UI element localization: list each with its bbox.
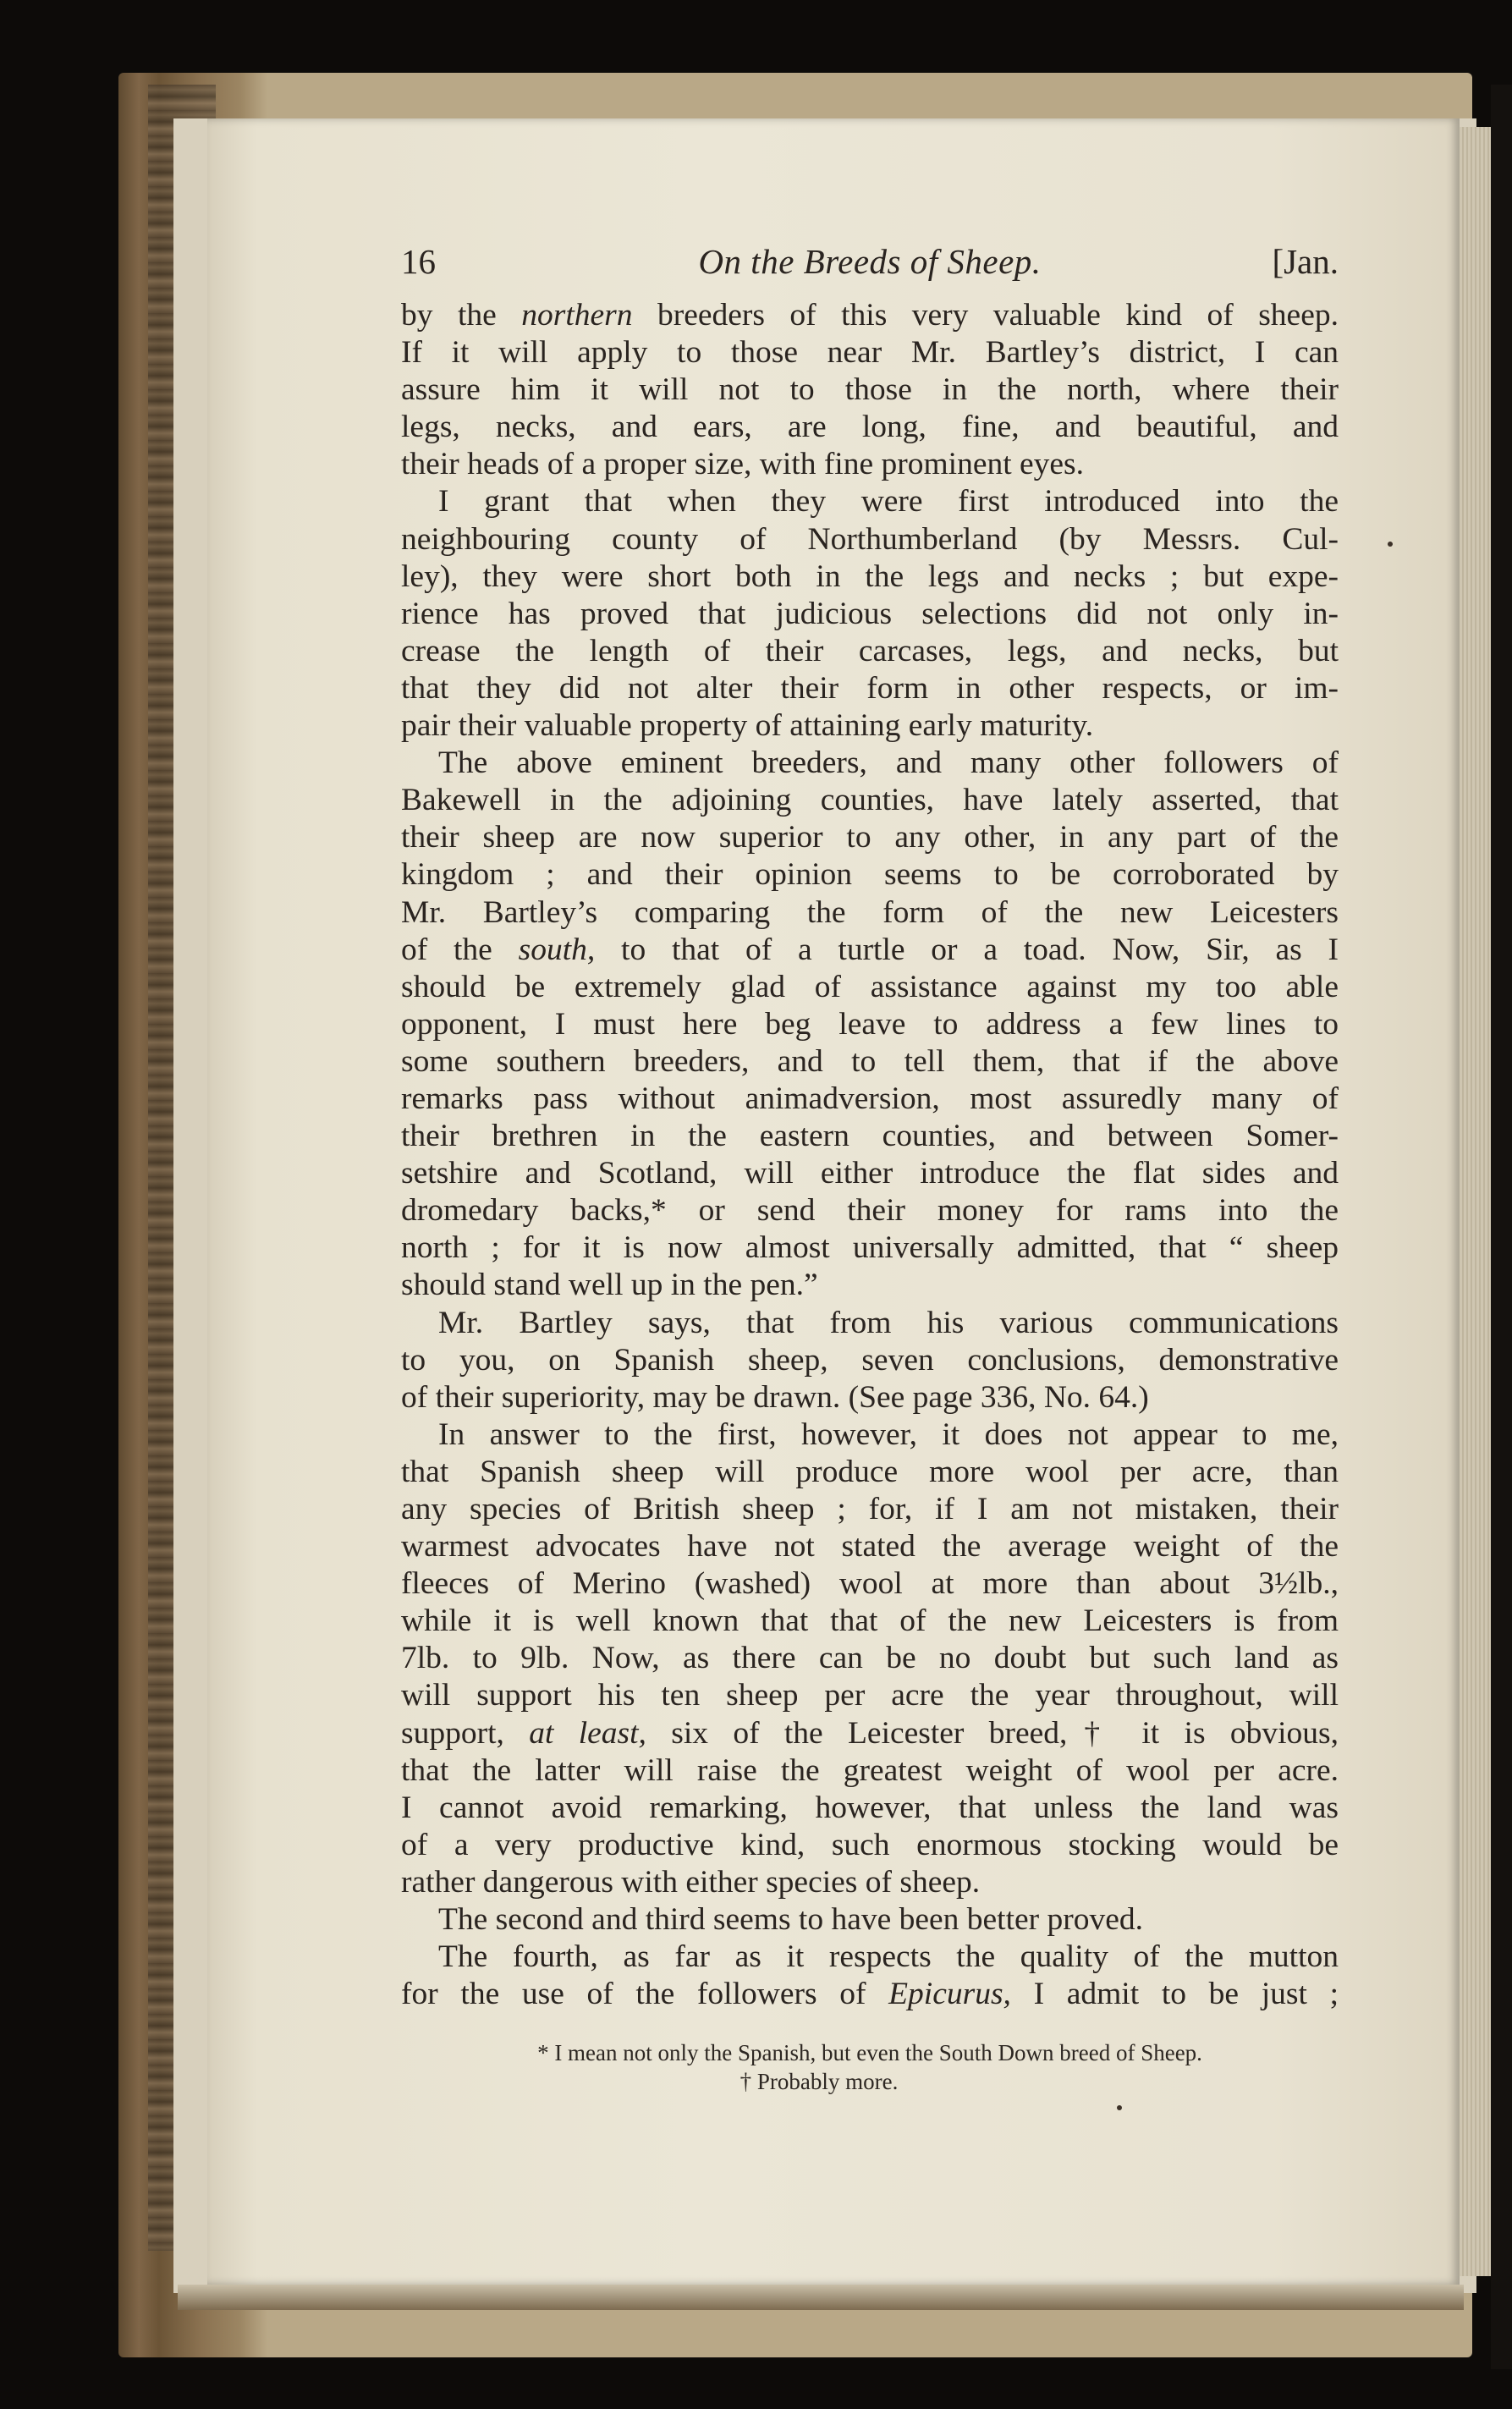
text-run: north ; for it is now almost universally admitted, that “ sheep — [401, 1230, 1339, 1266]
text-run: The above eminent breeders, and many other followers of — [438, 745, 1339, 781]
italic-run: south, — [518, 932, 596, 967]
text-run: six of the Leicester breed,† it is obvious, — [646, 1715, 1339, 1751]
text-line — [401, 558, 1339, 596]
text-line — [401, 819, 1339, 856]
text-run: The fourth, as far as it respects the quality of the mutton — [438, 1939, 1339, 1975]
text-line — [401, 670, 1339, 707]
text-run: of the — [401, 932, 519, 967]
running-title: On the Breeds of Sheep. — [698, 242, 1042, 281]
text-line — [401, 1565, 1339, 1603]
text-line — [401, 334, 1339, 371]
text-line — [401, 1939, 1339, 1976]
text-run: their heads of a proper size, with fine prominent eyes. — [401, 447, 1085, 482]
text-line — [401, 1640, 1339, 1677]
text-line — [401, 1043, 1339, 1081]
text-run: In answer to the first, however, it does not appear to me, — [438, 1416, 1339, 1452]
text-line — [401, 707, 1339, 745]
text-line — [401, 969, 1339, 1006]
text-line — [401, 1603, 1339, 1640]
text-line — [401, 1379, 1339, 1416]
text-line — [401, 1790, 1339, 1827]
text-run: by the — [401, 298, 522, 333]
text-run: to that of a turtle or a toad. Now, Sir, as I — [595, 932, 1339, 967]
text-run: breeders of this very valuable kind of sheep. — [632, 298, 1339, 333]
text-run: some southern breeders, and to tell them, that if the above — [401, 1043, 1339, 1079]
text-run: of their superiority, may be drawn. (See page 336, No. 64.) — [401, 1379, 1149, 1415]
text-run: kingdom ; and their opinion seems to be corroborated by — [401, 857, 1339, 893]
text-run: pair their valuable property of attaining early maturity. — [401, 708, 1094, 744]
text-run: that Spanish sheep will produce more wool per acre, than — [401, 1454, 1339, 1489]
text-line — [401, 1081, 1339, 1118]
text-run: to you, on Spanish sheep, seven conclusions, demonstrative — [401, 1342, 1339, 1378]
background-shadow — [1491, 85, 1512, 2369]
footnote: * I mean not only the Spanish, but even the South Down breed of Sheep. — [537, 2040, 1202, 2066]
text-run: setshire and Scotland, will either introduce the flat sides and — [401, 1156, 1339, 1191]
text-run: Mr. Bartley says, that from his various communications — [438, 1305, 1339, 1340]
text-run: assure him it will not to those in the north, where their — [401, 372, 1339, 408]
text-line — [401, 1976, 1339, 2013]
text-line — [401, 1528, 1339, 1565]
italic-run: at least, — [529, 1715, 646, 1751]
text-line — [401, 1305, 1339, 1342]
text-line — [401, 371, 1339, 409]
text-run: rather dangerous with either species of sheep. — [401, 1864, 981, 1900]
text-line — [401, 1229, 1339, 1267]
text-line — [401, 894, 1339, 932]
text-line — [401, 1267, 1339, 1304]
footnotes — [401, 2038, 1339, 2096]
text-line — [401, 745, 1339, 782]
text-run: rience has proved that judicious selections did not only in- — [401, 596, 1339, 631]
text-run: I admit to be just ; — [1010, 1977, 1339, 2012]
text-line — [401, 856, 1339, 894]
text-line — [401, 1901, 1339, 1939]
text-run: support, — [401, 1715, 530, 1751]
italic-run: northern — [521, 298, 633, 333]
text-run: while it is well known that that of the new Leicesters is from — [401, 1603, 1339, 1639]
page-number: 16 — [401, 242, 436, 281]
text-line — [401, 932, 1339, 969]
text-run: should be extremely glad of assistance against my too able — [401, 969, 1339, 1004]
text-run: their brethren in the eastern counties, and between Somer- — [401, 1119, 1339, 1154]
text-line — [401, 1454, 1339, 1491]
page-bottom-edge — [178, 2285, 1464, 2310]
text-line — [401, 782, 1339, 819]
italic-run: Epicurus, — [888, 1977, 1011, 2012]
text-run: The second and third seems to have been better proved. — [438, 1902, 1144, 1938]
text-line — [401, 1752, 1339, 1790]
text-run: will support his ten sheep per acre the year throughout, will — [401, 1678, 1339, 1713]
page-fore-edge — [1460, 127, 1493, 2276]
text-line — [401, 1155, 1339, 1192]
text-run: their sheep are now superior to any other, in any part of the — [401, 820, 1339, 855]
text-line — [401, 1677, 1339, 1714]
text-line — [401, 1715, 1339, 1752]
running-date: [Jan. — [1272, 242, 1339, 281]
text-run: any species of British sheep ; for, if I am not mistaken, their — [401, 1492, 1339, 1526]
text-line — [401, 633, 1339, 670]
text-line — [401, 596, 1339, 633]
text-line — [401, 446, 1339, 483]
text-run: fleeces of Merino (washed) wool at more than about 3½lb., — [401, 1566, 1339, 1602]
text-run: Bakewell in the adjoining counties, have lately asserted, that — [401, 783, 1339, 818]
body-text — [401, 297, 1339, 2013]
text-run: that they did not alter their form in other respects, or im- — [401, 670, 1339, 706]
text-run: of a very productive kind, such enormous stocking would be — [401, 1827, 1339, 1862]
text-line — [401, 1192, 1339, 1229]
text-line — [401, 1342, 1339, 1379]
text-run: If it will apply to those near Mr. Bartley’s district, I can — [401, 335, 1339, 371]
text-line — [401, 1864, 1339, 1901]
page-text — [401, 241, 1339, 2096]
text-line — [401, 409, 1339, 446]
text-run: that the latter will raise the greatest weight of wool per acre. — [401, 1752, 1339, 1788]
text-line — [401, 1006, 1339, 1043]
text-run: 7lb. to 9lb. Now, as there can be no doubt but such land as — [401, 1641, 1339, 1676]
text-line — [401, 521, 1339, 558]
text-line — [401, 483, 1339, 520]
text-run: remarks pass without animadversion, most assuredly many of — [401, 1081, 1339, 1116]
text-line — [401, 1416, 1339, 1454]
text-line — [401, 1118, 1339, 1155]
text-line — [401, 1827, 1339, 1864]
text-run: should stand well up in the pen.” — [401, 1268, 818, 1303]
text-run: neighbouring county of Northumberland (by Messrs. Cul- — [401, 521, 1339, 557]
text-run: warmest advocates have not stated the average weight of the — [401, 1529, 1339, 1565]
text-run: for the use of the followers of — [401, 1977, 889, 2012]
running-head — [401, 241, 1339, 292]
text-run: crease the length of their carcases, legs, and necks, but — [401, 633, 1339, 668]
text-line — [401, 297, 1339, 334]
text-run: I grant that when they were first introduced into the — [438, 484, 1339, 520]
text-line — [401, 1491, 1339, 1528]
text-run: ley), they were short both in the legs and necks ; but expe- — [401, 558, 1339, 594]
text-run: legs, necks, and ears, are long, fine, and beautiful, and — [401, 410, 1339, 445]
ink-speck — [1388, 542, 1393, 547]
ink-speck — [1117, 2105, 1122, 2110]
text-run: opponent, I must here beg leave to address a few lines to — [401, 1006, 1339, 1042]
text-run: I cannot avoid remarking, however, that unless the land was — [401, 1790, 1339, 1825]
text-run: Mr. Bartley’s comparing the form of the new Leicesters — [401, 894, 1339, 930]
footnote: † Probably more. — [740, 2069, 899, 2095]
text-run: dromedary backs,* or send their money for rams into the — [401, 1193, 1339, 1229]
